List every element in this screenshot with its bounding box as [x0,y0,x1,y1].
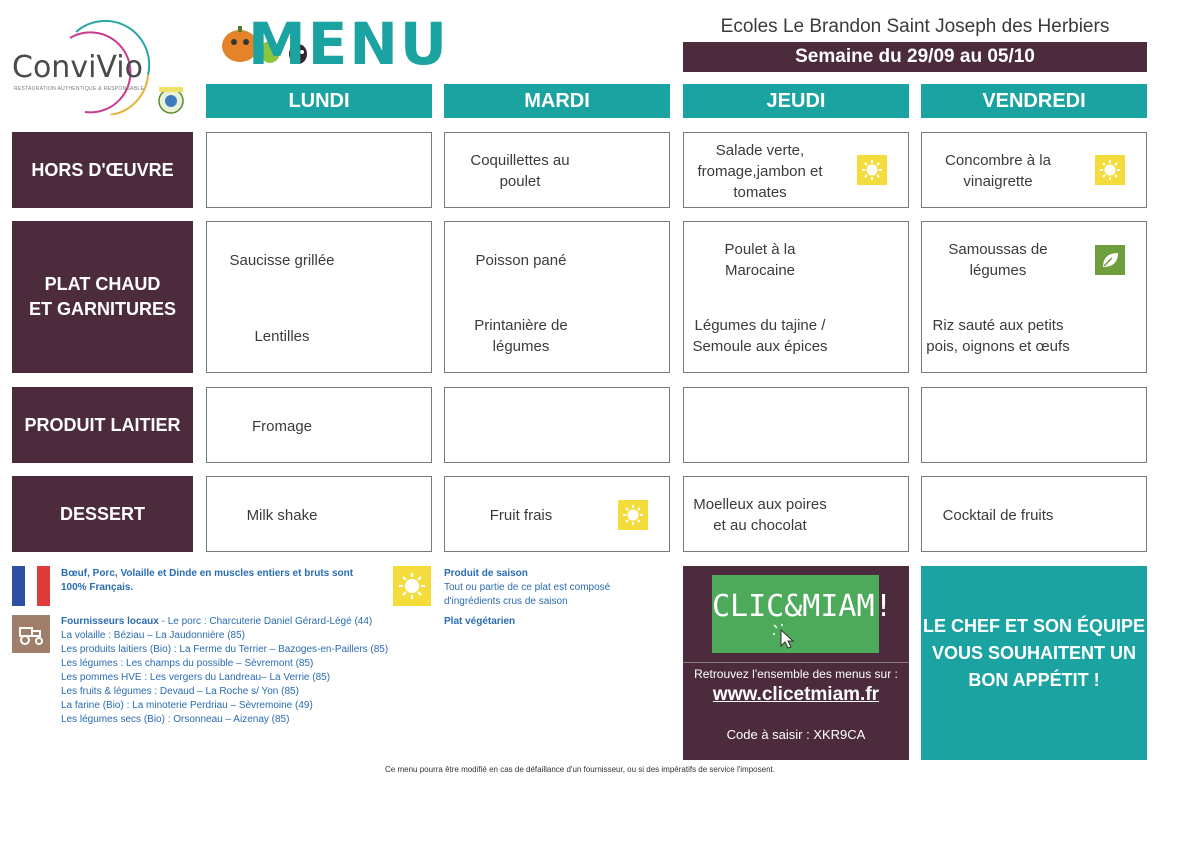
dish-line: Printanière de [474,317,568,334]
suppliers-list [61,615,421,727]
cell-hors-doeuvre-mardi [444,132,670,208]
dish-line: Semoule aux épices [692,338,828,355]
cell-dessert-jeudi [683,476,909,552]
dish-line: légumes [969,262,1027,279]
dish-line: Moelleux aux poires [693,496,827,513]
menu-title: MENU [248,10,449,78]
day-header-mardi: MARDI [444,84,670,118]
chef-line: LE CHEF ET SON ÉQUIPE [922,615,1146,636]
dish-line: pois, oignons et œufs [926,338,1070,355]
dish-text: Fromage [251,418,313,435]
season-desc-line: Tout ou partie de ce plat est composé [444,582,611,593]
row-label-hors-doeuvre: HORS D'ŒUVRE [12,132,193,208]
row-label-produit-laitier: PRODUIT LAITIER [12,387,193,463]
cell-plat-mardi [444,221,670,373]
dish-line: Coquillettes au [470,152,570,169]
dish-line: tomates [733,184,787,201]
row-label-dessert: DESSERT [12,476,193,552]
dish-line: légumes [492,338,550,355]
dish-line: Salade verte, [715,142,805,159]
day-header-jeudi: JEUDI [683,84,909,118]
origin-line: 100% Français. [61,582,134,593]
seasonal-sun-icon [857,155,887,185]
day-header-lundi: LUNDI [206,84,432,118]
row-label-plat-chaud-line2: ET GARNITURES [28,299,176,319]
reseau-badge-icon [153,85,190,115]
dish-line: fromage,jambon et [697,163,823,180]
cell-laitier-lundi [206,387,432,463]
tractor-icon [12,615,50,653]
dish-text: Cocktail de fruits [942,507,1054,524]
supplier-item: Les fruits & légumes : Devaud – La Roche s/ Yon (85) [61,686,299,697]
season-legend [444,567,674,629]
dish-text [922,150,1074,192]
dish-main [684,239,836,281]
dish-text: Milk shake [246,507,318,524]
supplier-item: Les pommes HVE : Les vergers du Landreau– La Verrie (85) [61,672,331,683]
row-label-plat-chaud [12,221,193,373]
season-title: Produit de saison [444,568,528,579]
cursor-icon [773,624,803,650]
origin-note [61,567,381,595]
row-label-plat-chaud-line1: PLAT CHAUD [44,274,161,294]
dish-line: Poulet à la [724,241,796,258]
vegetarian-leaf-icon [1095,245,1125,275]
dish-main: Poisson pané [475,252,567,269]
supplier-item: Les légumes secs (Bio) : Orsonneau – Aizenay (85) [61,714,290,725]
dish-line: vinaigrette [963,173,1033,190]
footnote: Ce menu pourra être modifié en cas de défaillance d'un fournisseur, ou si des impératifs de service l'imposent. [385,765,775,774]
chef-message [921,566,1147,760]
cell-laitier-mardi [444,387,670,463]
day-header-vendredi: VENDREDI [921,84,1147,118]
clicetmiam-code: Code à saisir : XKR9CA [726,727,866,742]
dish-text [445,150,595,192]
cell-laitier-jeudi [683,387,909,463]
brand-name: ConviVio [12,50,143,85]
suppliers-title: Fournisseurs locaux [61,616,159,627]
clicetmiam-url-link[interactable]: www.clicetmiam.fr [712,684,880,705]
dish-line: poulet [499,173,541,190]
cell-plat-lundi [206,221,432,373]
origin-line: Bœuf, Porc, Volaille et Dinde en muscles entiers et bruts sont [61,568,354,579]
clicetmiam-divider [683,662,909,663]
legend-sun-icon [393,566,431,606]
cell-laitier-vendredi [921,387,1147,463]
clicetmiam-logo: CLIC&MIAM! [712,575,879,653]
clicetmiam-panel [683,566,909,760]
chef-line: VOUS SOUHAITENT UN [931,642,1136,663]
dish-text: Fruit frais [489,507,553,524]
supplier-item: - Le porc : Charcuterie Daniel Gérard-Légé (44) [158,616,373,627]
supplier-item: Les légumes : Les champs du possible – Sèvremont (85) [61,658,314,669]
dish-main: Saucisse grillée [229,252,335,269]
cell-hors-doeuvre-vendredi [921,132,1147,208]
cell-plat-vendredi [921,221,1147,373]
season-desc-line: d'ingrédients crus de saison [444,596,568,607]
french-flag-icon [12,566,50,606]
convivio-logo [10,20,155,115]
supplier-item: La farine (Bio) : La minoterie Perdriau – Sèvremoine (49) [61,700,313,711]
cell-hors-doeuvre-lundi [206,132,432,208]
dish-line: Samoussas de [948,241,1048,258]
dish-text [684,494,836,536]
school-name: Ecoles Le Brandon Saint Joseph des Herbiers [720,16,1110,37]
cell-hors-doeuvre-jeudi [683,132,909,208]
brand-tagline: RESTAURATION AUTHENTIQUE & RESPONSABLE [14,86,145,92]
clicetmiam-find: Retrouvez l'ensemble des menus sur : [694,667,898,681]
week-banner: Semaine du 29/09 au 05/10 [683,42,1147,72]
dish-main [922,239,1074,281]
chef-line: BON APPÉTIT ! [968,669,1100,690]
supplier-item: Les produits laitiers (Bio) : La Ferme du Terrier – Bazoges-en-Paillers (85) [61,644,389,655]
cell-dessert-lundi [206,476,432,552]
seasonal-sun-icon [618,500,648,530]
dish-line: et au chocolat [713,517,807,534]
dish-line: Riz sauté aux petits [932,317,1064,334]
cell-dessert-vendredi [921,476,1147,552]
dish-text [684,140,836,203]
supplier-item: La volaille : Béziau – La Jaudonnière (85) [61,630,246,641]
dish-line: Légumes du tajine / [694,317,826,334]
dish-line: Marocaine [724,262,796,279]
dish-side: Lentilles [254,328,310,345]
dish-side [445,315,597,357]
dish-side [684,315,836,357]
cell-dessert-mardi [444,476,670,552]
cell-plat-jeudi [683,221,909,373]
vegetarian-legend: Plat végétarien [444,616,516,627]
dish-line: Concombre à la [945,152,1051,169]
dish-side [922,315,1074,357]
seasonal-sun-icon [1095,155,1125,185]
